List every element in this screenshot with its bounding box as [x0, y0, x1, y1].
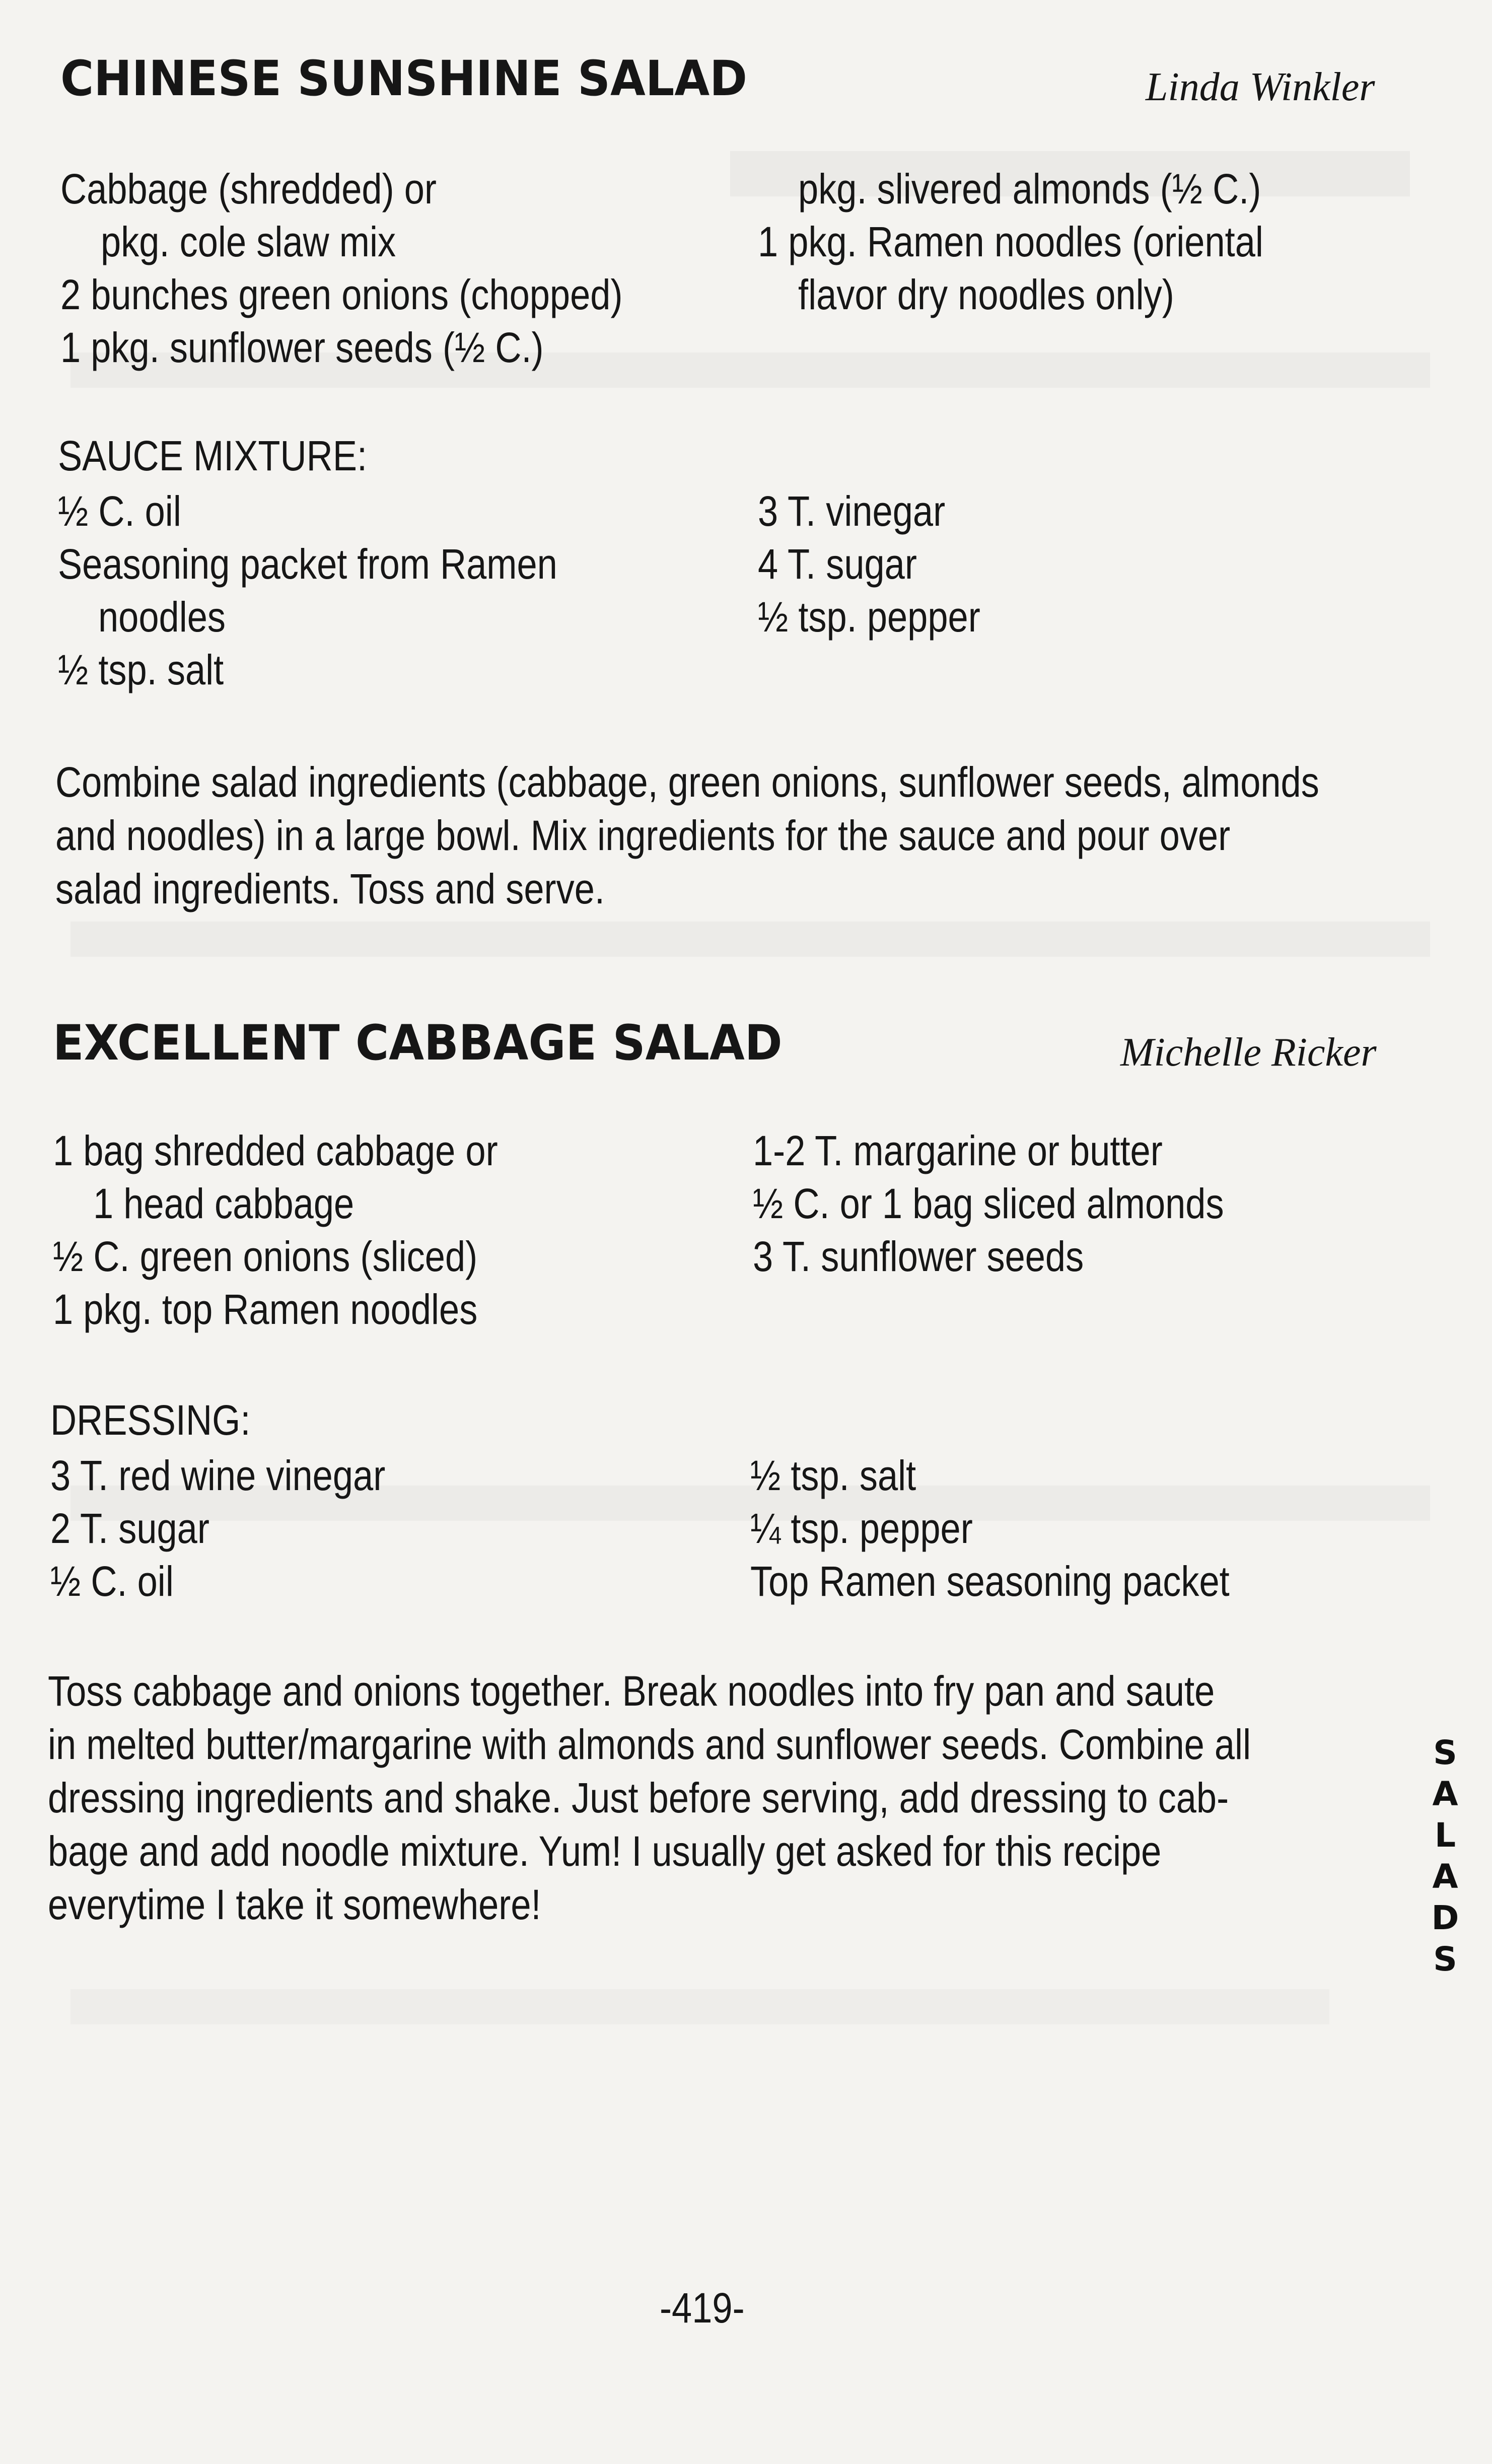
ingredient-right: pkg. slivered almonds (½ C.) [798, 165, 1261, 213]
directions-line: Toss cabbage and onions together. Break noodles into fry pan and saute [48, 1667, 1215, 1715]
sauce-right: 4 T. sugar [758, 540, 917, 588]
ingredient-left: ½ C. green onions (sliced) [53, 1233, 478, 1280]
directions-line: salad ingredients. Toss and serve. [55, 865, 605, 912]
recipe-title: CHINESE SUNSHINE SALAD [60, 50, 748, 107]
bleed-through-shadow [70, 1989, 1329, 2024]
sauce-left: ½ C. oil [58, 487, 181, 535]
directions-line: and noodles) in a large bowl. Mix ingredients for the sauce and pour over [55, 812, 1231, 859]
section-tab-letter: S [1433, 1733, 1457, 1772]
ingredient-left: 1 head cabbage [93, 1180, 354, 1227]
section-tab-salads [1420, 1732, 1470, 1980]
directions-line: bage and add noodle mixture. Yum! I usually get asked for this recipe [48, 1827, 1162, 1875]
directions-line: in melted butter/margarine with almonds and sunflower seeds. Combine all [48, 1721, 1251, 1768]
ingredient-right: 3 T. sunflower seeds [753, 1233, 1084, 1280]
section-tab-letter: A [1432, 1775, 1458, 1813]
dressing-right: ¼ tsp. pepper [750, 1505, 973, 1552]
recipe-directions [55, 755, 1463, 916]
dressing-right: ½ tsp. salt [750, 1452, 916, 1499]
dressing-heading: DRESSING: [50, 1396, 251, 1444]
directions-line: dressing ingredients and shake. Just before serving, add dressing to cab- [48, 1774, 1229, 1821]
dressing-left: 3 T. red wine vinegar [50, 1452, 386, 1499]
sauce-right: ½ tsp. pepper [758, 593, 980, 641]
recipe-author: Linda Winkler [1146, 65, 1375, 109]
ingredient-right: 1-2 T. margarine or butter [753, 1127, 1163, 1174]
page-number: -419- [660, 2284, 745, 2332]
section-tab-letter: L [1434, 1816, 1456, 1855]
recipe-author: Michelle Ricker [1120, 1030, 1377, 1075]
dressing-left: ½ C. oil [50, 1558, 174, 1605]
sauce-left: Seasoning packet from Ramen [58, 540, 557, 588]
ingredient-left: 1 pkg. top Ramen noodles [53, 1286, 478, 1333]
ingredient-right: ½ C. or 1 bag sliced almonds [753, 1180, 1224, 1227]
recipe-directions [48, 1664, 1455, 1931]
section-tab-letter: A [1432, 1857, 1458, 1896]
ingredient-left: Cabbage (shredded) or [60, 165, 437, 213]
section-tab-letter: S [1433, 1940, 1457, 1979]
ingredient-left: 1 pkg. sunflower seeds (½ C.) [60, 324, 544, 371]
sauce-left: ½ tsp. salt [58, 646, 224, 693]
ingredient-left: 2 bunches green onions (chopped) [60, 271, 623, 318]
section-tab-letter: D [1431, 1898, 1459, 1937]
directions-line: Combine salad ingredients (cabbage, green onions, sunflower seeds, almonds [55, 758, 1319, 806]
sauce-heading: SAUCE MIXTURE: [58, 432, 368, 479]
directions-line: everytime I take it somewhere! [48, 1881, 541, 1928]
bleed-through-shadow [70, 922, 1430, 957]
recipe-title: EXCELLENT CABBAGE SALAD [53, 1015, 783, 1071]
ingredient-left: pkg. cole slaw mix [101, 218, 396, 265]
ingredient-left: 1 bag shredded cabbage or [53, 1127, 498, 1174]
ingredient-right: 1 pkg. Ramen noodles (oriental [758, 218, 1263, 265]
sauce-left: noodles [98, 593, 226, 641]
dressing-left: 2 T. sugar [50, 1505, 209, 1552]
ingredient-right: flavor dry noodles only) [798, 271, 1174, 318]
sauce-right: 3 T. vinegar [758, 487, 946, 535]
dressing-right: Top Ramen seasoning packet [750, 1558, 1230, 1605]
